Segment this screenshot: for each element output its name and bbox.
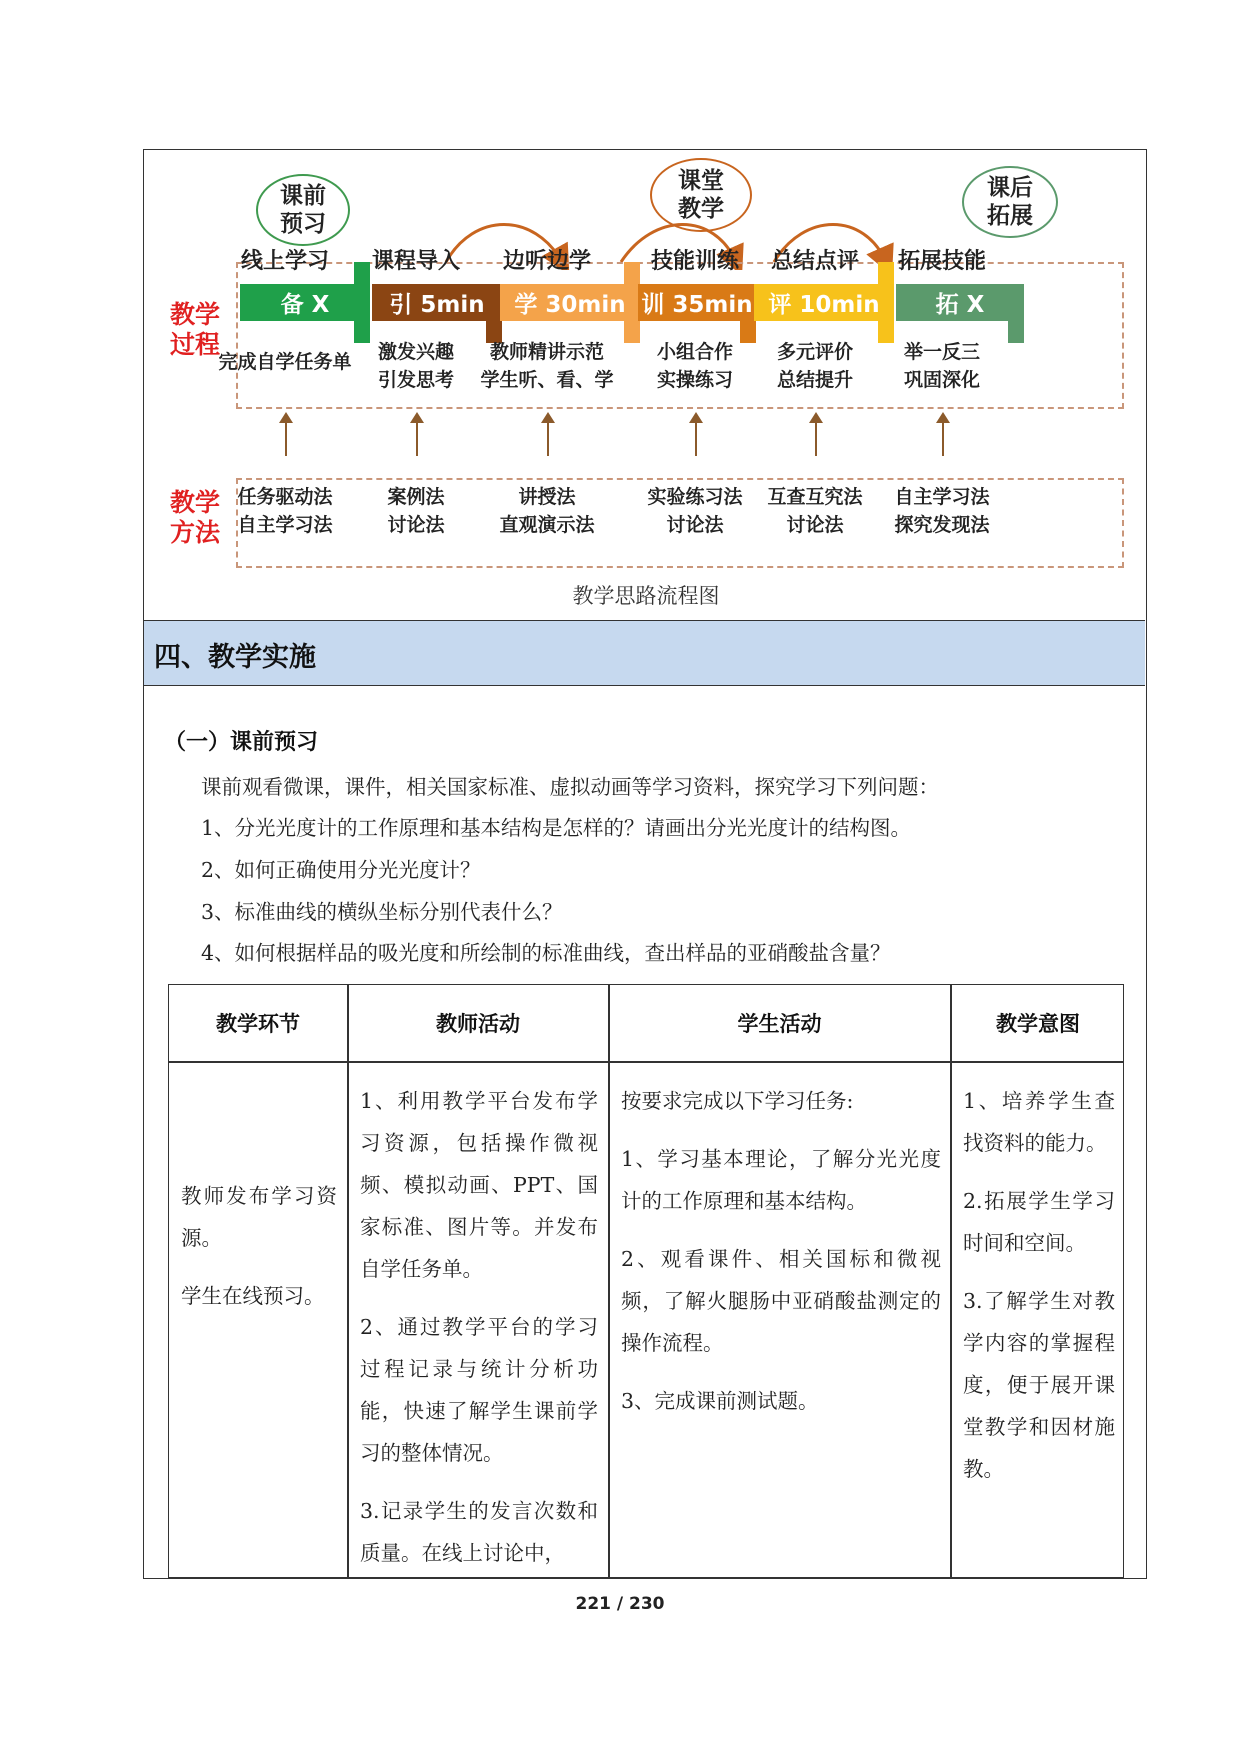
cell-student: [621, 1080, 941, 1438]
teacher-activity: 2、通过教学平台的学习过程记录与统计分析功能，快速了解学生课前学习的整体情况。: [360, 1315, 598, 1465]
header-stage: 教学环节: [216, 1012, 300, 1036]
step-subtitle: 多元评价 总结提升: [776, 341, 853, 391]
step-bar: 评 10min: [754, 284, 894, 321]
label-teaching-method: 教学 方法: [170, 488, 221, 547]
step-bar: 训 35min: [638, 284, 756, 321]
paragraph: 课前观看微课，课件，相关国家标准、虚拟动画等学习资料，探究学习下列问题：: [201, 775, 939, 799]
cell-intent: [963, 1080, 1115, 1506]
step-subtitle: 激发兴趣 引发思考: [377, 341, 454, 391]
up-arrow-icon: [416, 422, 418, 456]
circle-preview: 课前 预习: [256, 174, 350, 246]
section-title: 四、教学实施: [154, 642, 316, 673]
step-title: 总结点评: [770, 249, 859, 274]
student-activity: 2、观看课件、相关国标和微视频，了解火腿肠中亚硝酸盐测定的操作流程。: [621, 1247, 941, 1355]
step-subtitle: 教师精讲示范 学生听、看、学: [480, 341, 614, 391]
up-arrow-icon: [695, 422, 697, 456]
content-frame: [143, 149, 1147, 1579]
step-bar: 拓 X: [896, 284, 1024, 321]
stage-line: 学生在线预习。: [181, 1284, 325, 1308]
step-bar: 学 30min: [500, 284, 640, 321]
stage-line: 教师发布学习资源。: [181, 1184, 337, 1250]
up-arrow-icon: [942, 422, 944, 456]
intent-item: 3.了解学生对教学内容的掌握程度，便于展开课堂教学和因材施教。: [963, 1289, 1115, 1481]
cell-teacher: [360, 1080, 598, 1590]
question-item: 4、如何根据样品的吸光度和所绘制的标准曲线，查出样品的亚硝酸盐含量？: [201, 941, 891, 965]
question-item: 2、如何正确使用分光光度计？: [201, 858, 481, 882]
label-teaching-process: 教学 过程: [170, 300, 221, 359]
activity-table: [168, 984, 1124, 1578]
student-activity: 1、学习基本理论，了解分光光度计的工作原理和基本结构。: [621, 1147, 941, 1213]
method-text: 互查互究法 讨论法: [767, 486, 863, 536]
step-subtitle: 小组合作 实操练习: [656, 341, 733, 391]
header-student: 学生活动: [737, 1012, 822, 1036]
page-number: 221 / 230: [575, 1594, 665, 1614]
step-subtitle: 完成自学任务单: [218, 351, 352, 373]
method-text: 讲授法 直观演示法: [499, 486, 595, 536]
method-text: 案例法 讨论法: [387, 486, 445, 536]
intent-item: 2.拓展学生学习时间和空间。: [963, 1189, 1115, 1255]
question-item: 3、标准曲线的横纵坐标分别代表什么？: [201, 900, 563, 924]
up-arrow-icon: [547, 422, 549, 456]
circle-after: 课后 拓展: [962, 166, 1058, 238]
header-teacher: 教师活动: [436, 1012, 520, 1036]
step-bar: 引 5min: [372, 284, 502, 321]
method-text: 任务驱动法 自主学习法: [237, 486, 333, 536]
step-title: 课程导入: [371, 249, 460, 274]
teacher-activity: 3.记录学生的发言次数和质量。在线上讨论中，: [360, 1499, 598, 1565]
method-text: 自主学习法 探究发现法: [894, 486, 990, 536]
circle-classroom: 课堂 教学: [650, 158, 752, 232]
figure-caption: 教学思路流程图: [572, 584, 720, 608]
method-text: 实验练习法 讨论法: [647, 486, 743, 536]
section-header: [144, 620, 1145, 686]
question-item: 1、分光光度计的工作原理和基本结构是怎样的？请画出分光光度计的结构图。: [201, 816, 912, 840]
up-arrow-icon: [815, 422, 817, 456]
step-bar: 备 X: [240, 284, 370, 321]
step-title: 技能训练: [650, 249, 739, 274]
subheading: （一）课前预习: [164, 730, 319, 755]
step-title: 线上学习: [240, 249, 329, 274]
teacher-activity: 1、利用教学平台发布学习资源，包括操作微视频、模拟动画、PPT、国家标准、图片等。并发布自学任务单。: [360, 1089, 598, 1281]
student-activity: 3、完成课前测试题。: [621, 1389, 819, 1413]
intent-item: 1、培养学生查找资料的能力。: [963, 1089, 1115, 1155]
step-title: 拓展技能: [897, 249, 986, 274]
student-activity: 按要求完成以下学习任务:: [621, 1089, 854, 1113]
up-arrow-icon: [285, 422, 287, 456]
step-subtitle: 举一反三 巩固深化: [903, 341, 980, 391]
step-title: 边听边学: [502, 249, 591, 274]
cell-stage: [181, 1175, 337, 1333]
header-intent: 教学意图: [996, 1012, 1080, 1036]
